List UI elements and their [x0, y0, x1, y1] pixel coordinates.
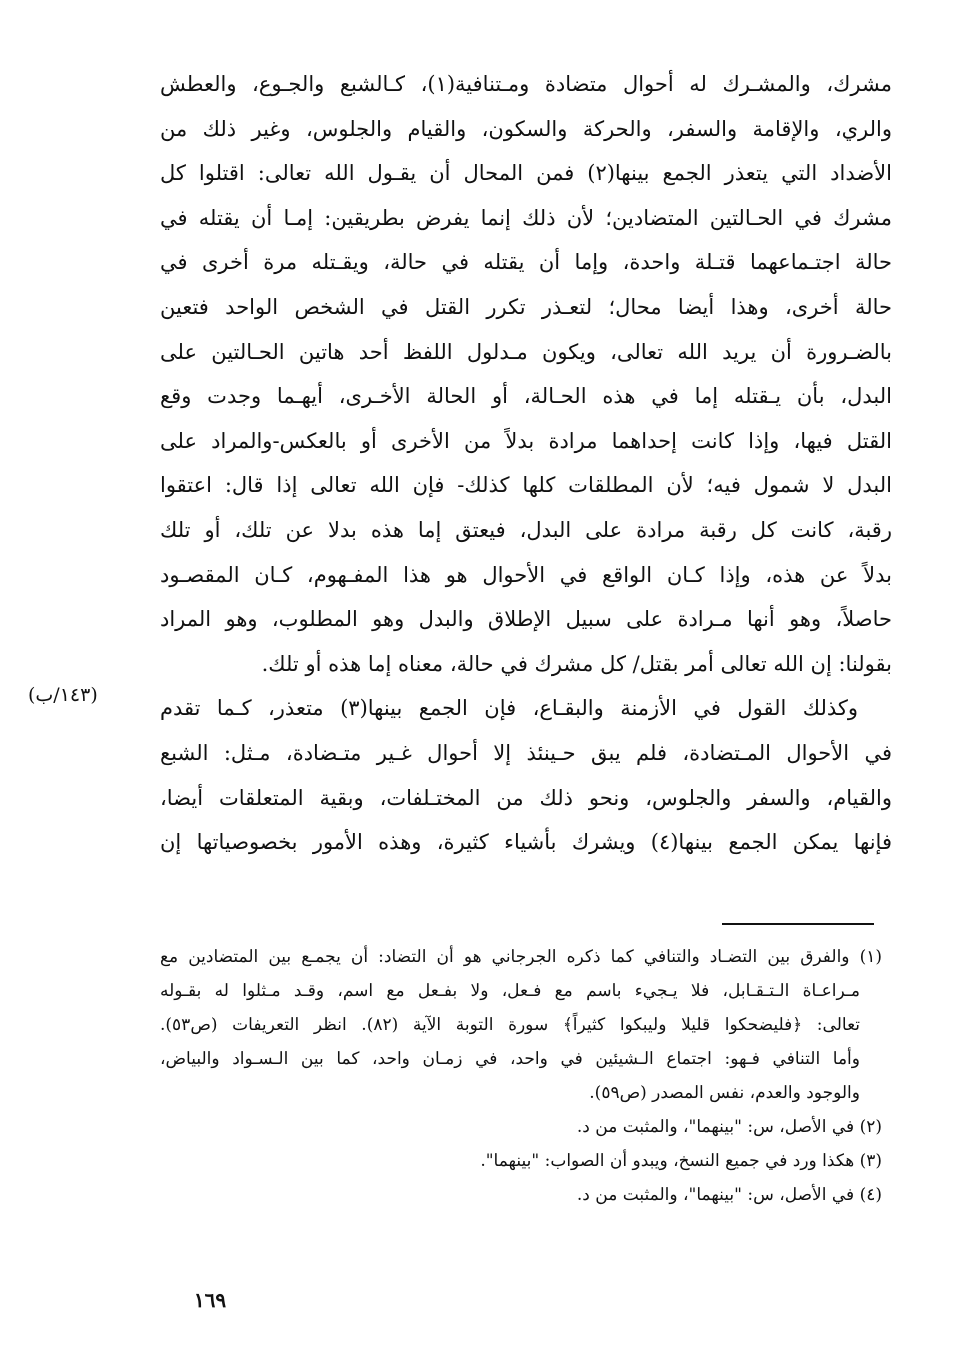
- paragraph: [160, 686, 892, 864]
- text-line: والري، والإقامة والسفر، والحركة والسكون، والقيام والجلوس، وغير ذلك من: [160, 116, 892, 141]
- text-line: بدلاً عن هذه، وإذا كـان الواقع في الأحوال هو هذا المفـهوم، كـان المقصـود: [160, 562, 892, 587]
- footnote-4: (٤) في الأصل، س: "بينهما"، والمثبت من د.: [576, 1185, 882, 1205]
- manuscript-folio-marker: (١٤٣/ب): [28, 684, 98, 706]
- footnote-line: (١) والفرق بين التضـاد والتنافي كما ذكره الجرجاني هو أن التضاد: أن يجمـع بين المتضادين مع: [160, 947, 882, 967]
- footnote-divider: [722, 923, 874, 925]
- text-line: الأضداد التي يتعذر الجمع بينها(٢) فمن المحال أن يقـول الله تعالى: اقتلوا كل: [160, 161, 892, 186]
- text-line: مشرك في الحـالتين المتضادين؛ لأن ذلك إنما يفرض بطريقين: إمـا أن يقتله في: [160, 205, 892, 230]
- footnote-line: تعالى: ﴿فليضحكوا قليلا وليبكوا كثيراً﴾ سورة التوبة الآية (٨٢). انظر التعريفات (ص٥٣).: [160, 1015, 860, 1035]
- text-line: القتل فيها، وإذا كانت إحداهما مرادة بدلاً من الأخرى أو بالعكس-والمراد على: [160, 428, 892, 453]
- text-line: البدل لا شمول فيه؛ لأن المطلقات كلها كذلك- فإن الله تعالى إذا قال: اعتقوا: [160, 473, 892, 498]
- text-line: حالة أخرى، وهذا أيضا محال؛ لتعـذر تكرر القتل في الشخص الواحد فتعين: [160, 294, 892, 319]
- text-line: فإنها يمكن الجمع بينها(٤) ويشرك بأشياء كثيرة، وهذه الأمور بخصوصياتها إن: [160, 830, 892, 855]
- text-line: رقبة، كانت كل رقبة مرادة على البدل، فيعتق إما هذه بدلا عن تلك، أو تلك: [160, 517, 892, 542]
- text-line: حالة اجتـماعهما قتـلة واحدة، وإما أن يقتله في حالة، ويقـتله مرة أخرى في: [160, 250, 892, 275]
- footnote-line: وأما التنافي فـهو: اجتماع الـشيئين في واحد، في زمـان واحد، كما بين الـسـواد والبياض،: [160, 1049, 860, 1069]
- text-line: والقيام، والسفر والجلوس، ونحو ذلك من المختـلفات، وبقية المتعلقات أيضا،: [160, 785, 892, 810]
- text-line: مشرك، والمشـرك له أحوال متضادة ومـتنافية(١)، كـالشبع والجـوع، والعطش: [160, 72, 892, 96]
- footnote-1: [160, 940, 882, 1110]
- main-text-block: [160, 62, 892, 865]
- footnote-2: (٢) في الأصل، س: "بينهما"، والمثبت من د.: [576, 1117, 882, 1137]
- page-number: ١٦٩: [193, 1288, 227, 1312]
- text-line: بالضـرورة أن يريد الله تعالى، ويكون مـدلول اللفظ أحد هاتين الحـالتين على: [160, 339, 892, 364]
- footnote-line: والوجود والعدم، نفس المصدر (ص٥٩).: [589, 1083, 860, 1103]
- text-line: البدل، بأن يـقتله إما في هذه الحـالة، أو الحالة الأخـرى، أيهـما وجدت وقع: [160, 384, 892, 409]
- text-line: حاصلاً، وهو أنها مـرادة على سبيل الإطلاق والبدل وهو المطلوب، وهو المراد: [160, 607, 892, 632]
- paragraph: [160, 62, 892, 686]
- text-line: بقولنا: إن الله تعالى أمر بقتل/ كل مشرك في حالة، معناه إما هذه أو تلك.: [261, 651, 892, 676]
- text-line: في الأحوال المـتضادة، فلم يبق حـينئذ إلا أحوال غـير متـضادة، مـثل: الشبع: [160, 740, 892, 765]
- footnote-3: (٣) هكذا ورد في جميع النسخ، ويبدو أن الصواب: "بينهما".: [480, 1151, 882, 1171]
- text-line: وكذلك القول في الأزمنة والبقـاع، فإن الجمع بينها(٣) متعذر، كـما تقدم: [160, 696, 859, 721]
- footnote-line: مـراعـاة الـتـقـابل، فلا يـجيء باسم مع فـعل، ولا بفـعل مع اسم، وقـد مـثلوا له بقـوله: [160, 981, 860, 1001]
- footnotes-block: [160, 940, 882, 1212]
